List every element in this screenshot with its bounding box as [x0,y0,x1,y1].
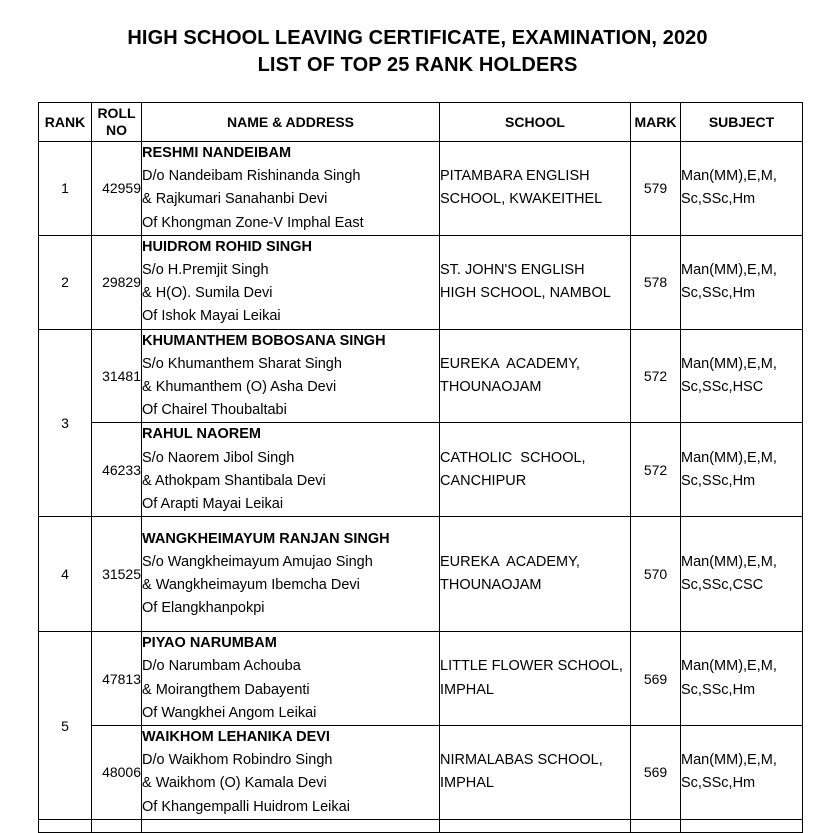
subject-line: Man(MM),E,M, [681,262,777,279]
subject-cell [681,423,803,517]
student-name: KHUMANTHEM BOBOSANA SINGH [142,332,386,349]
school-line: IMPHAL [440,775,494,792]
subject-line: Man(MM),E,M, [681,554,777,571]
column-header-name: NAME & ADDRESS [142,103,440,142]
school-line: CATHOLIC SCHOOL, [440,449,586,466]
table-row [39,235,803,329]
school-cell [440,142,631,236]
name-address-cell [142,726,440,820]
address-line: S/o H.Premjit Singh [142,262,269,279]
address-line: Of Khongman Zone-V Imphal East [142,214,364,231]
column-header-roll [92,103,142,142]
school-line: THOUNAOJAM [440,577,542,594]
subject-line: Sc,SSc,Hm [681,775,756,792]
school-line: ST. JOHN'S ENGLISH [440,262,585,279]
subject-cell [681,329,803,423]
address-line: Of Wangkhei Angom Leikai [142,704,317,721]
address-line: Of Ishok Mayai Leikai [142,308,281,325]
subject-cell [681,235,803,329]
mark-cell: 579 [631,142,681,236]
table-row [39,726,803,820]
student-name: WAIKHOM LEHANIKA DEVI [142,729,330,746]
mark-cell: 569 [631,632,681,726]
address-line: S/o Khumanthem Sharat Singh [142,355,342,372]
school-line: EUREKA ACADEMY, [440,355,580,372]
student-name: WANGKHEIMAYUM RANJAN SINGH [142,530,390,547]
subject-line: Man(MM),E,M, [681,355,777,372]
rank-holders-table [38,102,803,833]
mark-cell: 578 [631,235,681,329]
roll-cell: 42959 [92,142,142,236]
roll-cell: 47813 [92,632,142,726]
subject-line: Sc,SSc,Hm [681,191,756,208]
mark-cell: 569 [631,726,681,820]
subject-line: Man(MM),E,M, [681,658,777,675]
rank-cell: 1 [39,142,92,236]
name-address-cell [142,235,440,329]
subject-line: Sc,SSc,Hm [681,681,756,698]
address-line: Of Arapti Mayai Leikai [142,496,284,513]
address-line: S/o Wangkheimayum Amujao Singh [142,554,373,571]
mark-cell: 572 [631,423,681,517]
address-line: & Athokpam Shantibala Devi [142,472,326,489]
name-address-cell [142,329,440,423]
subject-line: Sc,SSc,CSC [681,577,764,594]
address-line: D/o Narumbam Achouba [142,658,301,675]
school-line: EUREKA ACADEMY, [440,554,580,571]
school-cell [440,329,631,423]
roll-cell: 31525 [92,517,142,632]
school-line: NIRMALABAS SCHOOL, [440,752,603,769]
table-row [39,329,803,423]
school-cell [440,235,631,329]
address-line: Of Khangempalli Huidrom Leikai [142,798,350,815]
name-address-cell [142,517,440,632]
roll-cell: 48006 [92,726,142,820]
name-address-cell [142,632,440,726]
address-line: Of Elangkhanpokpi [142,600,265,617]
column-header-roll-line2: NO [106,122,127,138]
subject-line: Sc,SSc,Hm [681,472,756,489]
column-header-subject: SUBJECT [681,103,803,142]
school-cell [440,517,631,632]
subject-line: Sc,SSc,Hm [681,285,756,302]
school-line: SCHOOL, KWAKEITHEL [440,191,603,208]
table-row-cutoff [39,819,803,832]
subject-cell [681,142,803,236]
school-line: PITAMBARA ENGLISH [440,168,590,185]
address-line: D/o Waikhom Robindro Singh [142,752,333,769]
rank-cell: 4 [39,517,92,632]
address-line: & H(O). Sumila Devi [142,285,273,302]
mark-cell: 570 [631,517,681,632]
subject-line: Sc,SSc,HSC [681,379,764,396]
school-line: LITTLE FLOWER SCHOOL, [440,658,623,675]
address-line: & Waikhom (O) Kamala Devi [142,775,327,792]
school-line: CANCHIPUR [440,472,527,489]
student-name: HUIDROM ROHID SINGH [142,238,312,255]
subject-cell [681,517,803,632]
address-line: & Rajkumari Sanahanbi Devi [142,191,328,208]
school-line: IMPHAL [440,681,494,698]
column-header-mark: MARK [631,103,681,142]
address-line: & Khumanthem (O) Asha Devi [142,379,337,396]
roll-cell: 31481 [92,329,142,423]
rank-cell: 5 [39,632,92,820]
school-line: HIGH SCHOOL, NAMBOL [440,285,611,302]
name-address-cell [142,423,440,517]
column-header-rank: RANK [39,103,92,142]
address-line: S/o Naorem Jibol Singh [142,449,295,466]
table-row [39,517,803,632]
roll-cell: 29829 [92,235,142,329]
rank-cell: 3 [39,329,92,517]
school-cell [440,632,631,726]
student-name: RESHMI NANDEIBAM [142,145,292,161]
address-line: & Wangkheimayum Ibemcha Devi [142,577,360,594]
school-cell [440,726,631,820]
column-header-roll-line1: ROLL [97,105,136,121]
address-line: & Moirangthem Dabayenti [142,681,310,698]
table-row [39,423,803,517]
subject-line: Man(MM),E,M, [681,168,777,185]
table-row [39,632,803,726]
table-header-row [39,103,803,142]
school-cell [440,423,631,517]
page-subtitle: LIST OF TOP 25 RANK HOLDERS [257,54,578,76]
school-line: THOUNAOJAM [440,379,542,396]
mark-cell: 572 [631,329,681,423]
name-address-cell [142,142,440,236]
roll-cell: 46233 [92,423,142,517]
subject-cell [681,726,803,820]
table-row [39,142,803,236]
column-header-school: SCHOOL [440,103,631,142]
address-line: D/o Nandeibam Rishinanda Singh [142,168,361,185]
student-name: RAHUL NAOREM [142,426,261,443]
page-title: HIGH SCHOOL LEAVING CERTIFICATE, EXAMINATION, 2020 [127,27,708,49]
subject-line: Man(MM),E,M, [681,752,777,769]
subject-line: Man(MM),E,M, [681,449,777,466]
student-name: PIYAO NARUMBAM [142,635,277,652]
rank-cell: 2 [39,235,92,329]
subject-cell [681,632,803,726]
address-line: Of Chairel Thoubaltabi [142,402,287,419]
